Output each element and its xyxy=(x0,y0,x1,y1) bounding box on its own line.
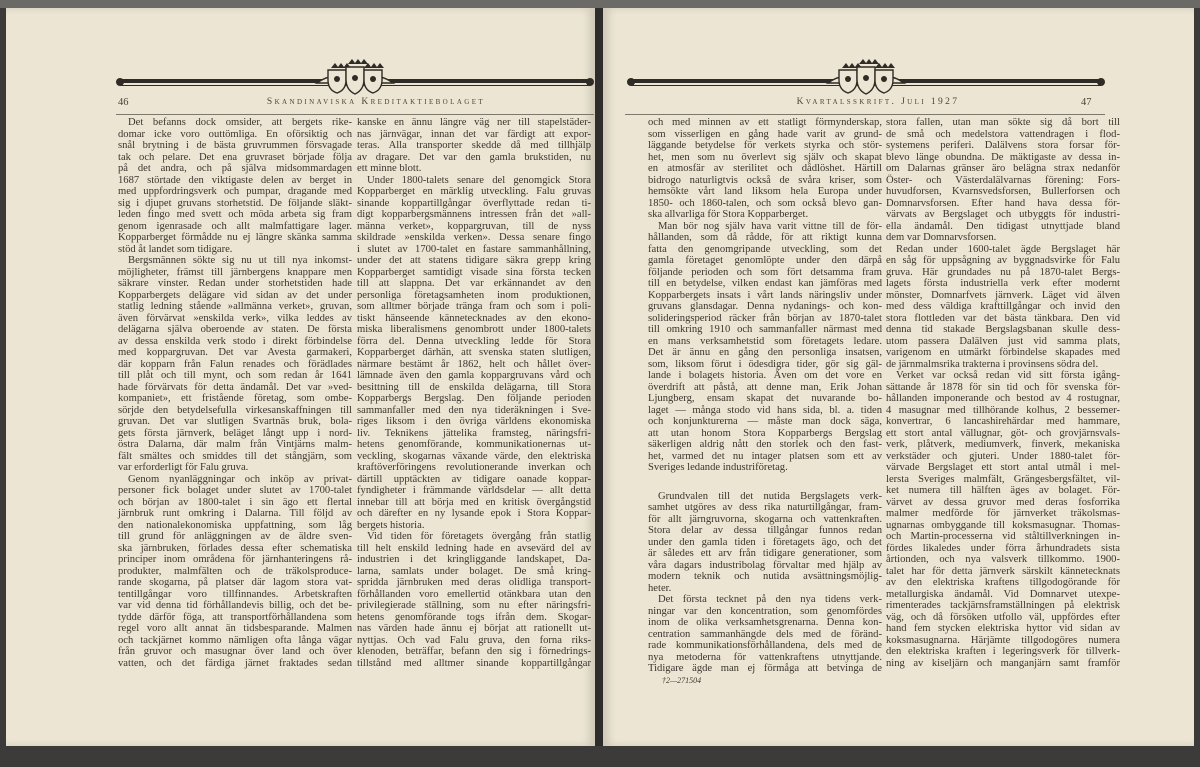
text-line: väg, och då försöken utfollo väl, uppfördes efter xyxy=(886,611,1120,623)
text-line: våra dagars industribolag förvaltar med hjälp av xyxy=(648,559,882,571)
text-line: domar icke voro outtömliga. En oförsiktig och xyxy=(118,128,352,140)
text-line: 4 masugnar med tillhörande kolhus, 2 bessemer- xyxy=(886,404,1120,416)
text-line: den nationalekonomiska uppfattning, som låg xyxy=(118,519,352,531)
text-column-2 xyxy=(357,117,591,669)
text-line: solideringsperiod räcker från början av 1870-talet xyxy=(648,312,882,324)
text-line: och Martin-processerna vid ståltillverkningen in- xyxy=(886,531,1120,542)
text-line: ella ändamål. Den tidigast utnyttjade bland xyxy=(886,220,1120,232)
text-line: Ljungberg, ensam skapat det nuvarande bo- xyxy=(648,393,882,404)
text-line: med uppfordringsverk och pumpar, dragande med xyxy=(118,186,352,197)
text-line: av den elektriska kraftens tillgodogörande för xyxy=(886,577,1120,588)
text-line: med koppargruvan. Det var Avesta garmakeri, xyxy=(118,347,352,358)
text-line: personer fick bolaget under slutet av 1700-talet xyxy=(118,485,352,496)
paragraph xyxy=(648,117,882,221)
text-line: bergets historia. xyxy=(357,519,425,531)
text-line: och med minnen av ett statligt förmynderskap, xyxy=(648,117,882,128)
text-line: digt kopparbergsmännens intressen från det »all- xyxy=(357,209,591,220)
text-line: med dess väldiga krafttillgångar och invid den xyxy=(886,301,1120,312)
text-line: fyndigheter i främmande världsdelar — allt detta xyxy=(357,485,591,496)
running-title: Skandinaviska Kreditaktiebolaget xyxy=(266,97,486,107)
text-line: nya metoderna för vattenkraftens utnyttjande. xyxy=(648,651,882,663)
text-line: Under 1800-talets senare del genomgick Stora xyxy=(367,174,591,186)
text-line: hetens genomförande, kommunikationernas ut- xyxy=(357,439,591,450)
paragraph xyxy=(118,117,352,255)
text-line: Kopparberget förmådde nu ej längre skänka samma xyxy=(118,232,352,243)
text-line: Kopparberget en märklig utveckling. Falu gruvas xyxy=(357,186,591,197)
text-line: genom igenrasade och allt malmfattigare lager. xyxy=(118,220,352,232)
text-line: Vid tiden för företagets övergång från statlig xyxy=(367,531,591,542)
text-line: systemens periferi. Dalälvens stora forsar för- xyxy=(886,140,1120,151)
text-line: sörjde den betydelsefulla virkesanskaffningen till xyxy=(118,404,352,416)
text-line: nas värden hade ännu ej börjat att rationellt ut- xyxy=(357,623,591,634)
header-rule xyxy=(116,114,594,115)
text-line: männa verket», koppargruvan, till de nyss xyxy=(357,220,591,232)
text-line: en atmosfär av sterilitet och dådlöshet. Härtill xyxy=(648,163,882,174)
text-line: Det är ännu en gång den personliga insatsen, xyxy=(648,347,882,358)
text-line: metallurgiska ändamål. Vid Domnarvet utexpe- xyxy=(886,588,1120,600)
text-line: blevo länge obundna. De mäktigaste av dessa in- xyxy=(886,151,1120,163)
paragraph xyxy=(648,594,882,675)
text-line: skildrade »enskilda verken». Dessa senare fingo xyxy=(357,232,591,243)
paragraph xyxy=(886,117,1120,244)
text-line: till omkring 1910 och sammanfaller närmast med xyxy=(648,324,882,335)
text-line: ningar var den koncentration, som genomfördes xyxy=(648,605,882,617)
text-line: i slutet av 1700-talet en fastare sammanhållning, xyxy=(357,243,591,255)
text-line: inom de olika verksamhetsgrenarna. Denna kon- xyxy=(648,617,882,628)
text-line: järnbruk runt omkring i Dalarna. Till följd av xyxy=(118,508,352,519)
text-line: Öster- och Västerdalälvarnas förening: Fors- xyxy=(886,174,1120,186)
text-line: leden fingo med svett och möda arbeta sig fram xyxy=(118,209,352,220)
paragraph xyxy=(357,175,591,532)
text-line: som alltmer började tränga fram och som i poli- xyxy=(357,301,591,312)
text-line: nyttjas. Och vad Falu gruva, den forna riks- xyxy=(357,634,591,646)
text-line: hand fem stycken elektriska hyttor vid sidan av xyxy=(886,623,1120,634)
paragraph xyxy=(357,117,591,175)
text-line: ning av kiseljärn och manganjärn samt framför xyxy=(886,657,1120,669)
text-line: tentillgångar voro tillfinnandes. Arbetskraften xyxy=(118,588,352,600)
text-line: besittning till de enskilda delägarna, till Stora xyxy=(357,381,591,393)
page-number: 47 xyxy=(1081,97,1092,108)
text-line: koksmasugnarna. Härjämte tillgodogöres numera xyxy=(886,634,1120,646)
text-line: hållanden, som då rådde, för att riktigt kunna xyxy=(648,232,882,243)
text-line: den elektriska kraften i legeringsverk för tillverk- xyxy=(886,646,1120,657)
text-line: liv. Teknikens jättelika framsteg, näringsfri- xyxy=(357,427,591,439)
text-line: där kopparn från Falun renades och förädlades xyxy=(118,358,352,370)
text-line: gruvan. Det var slutligen Svartnäs bruk, bola- xyxy=(118,416,352,427)
text-line: för allt järngruvorna, skogarna och vattenkraften. xyxy=(648,513,882,525)
text-line: ett stort antal vällugnar, göt- och grovjärnsvals- xyxy=(886,427,1120,439)
text-line: het, men som nu överlevt sig själv och skapat xyxy=(648,151,882,163)
text-line: hetens genomförande togs ifrån dem. Skogar- xyxy=(357,611,591,623)
text-line: 1850- och 1860-talen, och som också blevo gan- xyxy=(648,197,882,209)
text-line: larna, samlats under bolaget. De små kring- xyxy=(357,565,591,577)
text-line: sinande koppartillgångar överflyttade redan ti- xyxy=(357,197,591,209)
text-line: snål brytning i de bästa gruvrummen försvagade xyxy=(118,140,352,151)
text-line: varigenom en utmärkt förbindelse skapades med xyxy=(886,347,1120,358)
text-line: är således ett arv från tidigare generationer, som xyxy=(648,548,882,559)
text-line: principer inom områdena för järnhanteringens rå- xyxy=(118,554,352,565)
text-line: sättande år 1878 för sin tid och för svenska för- xyxy=(886,381,1120,393)
text-line: om Dalarnas gränser äro belägna strax nedanför xyxy=(886,163,1120,174)
text-line: ett minne blott. xyxy=(357,163,422,174)
text-line: säkerligen aldrig nått den storlek och den fast- xyxy=(648,439,882,450)
text-line: fatta den genomgripande utveckling, som det xyxy=(648,243,882,255)
text-line: ska allvarliga för Stora Kopparberget. xyxy=(648,209,809,220)
text-line: 1687 störtade den viktigaste delen av berget in xyxy=(118,174,352,186)
text-line: Grundvalen till det nutida Bergslagets verk- xyxy=(658,490,882,502)
text-line: Genom nyanläggningar och inköp av privat- xyxy=(128,473,352,485)
text-line: klenoden, beträffar, befann den sig i förnedrings- xyxy=(357,646,591,657)
text-line: sammanfaller med den nya tideräkningen i Sve- xyxy=(357,404,591,416)
text-line: var vid denna tid förhållandevis billig, och det be- xyxy=(118,600,352,611)
text-line: het, varmed det nu intager platsen som ett av xyxy=(648,450,882,462)
text-line: riges liksom i den övriga världens ekonomiska xyxy=(357,416,591,427)
text-line: Bergsmännen sökte sig nu ut till nya inkomst- xyxy=(128,255,352,266)
paragraph xyxy=(886,370,1120,669)
text-line: rimenterades tackjärnsframställningen på elektrisk xyxy=(886,600,1120,611)
text-line: rande skogarna, på platser där lagom stora vat- xyxy=(118,577,352,588)
text-line: verk, plåtverk, mediumverk, finverk, mekaniska xyxy=(886,439,1120,450)
text-line: följande perioden och som fört detsamma fram xyxy=(648,266,882,278)
running-title: Kvartalsskrift. Juli 1927 xyxy=(796,97,960,107)
text-line: säkrare vinster. Redan under storhetstiden hade xyxy=(118,278,352,289)
text-line: även förvärvat »enskilda verk», vilka leddes av xyxy=(118,312,352,324)
text-line: tydde därför föga, att transportförhållandena som xyxy=(118,611,352,623)
text-line: de små och medelstora vattendragen i flod- xyxy=(886,128,1120,140)
text-line: och konjunkturerna — måste man dock säga, xyxy=(648,416,882,427)
text-line: av dragare. Det var den gamla brukstiden, nu xyxy=(357,151,591,163)
text-line: Det befanns dock omsider, att bergets rike- xyxy=(128,117,352,128)
text-line: malmer medförde för järnverket träkolsmas- xyxy=(886,508,1120,519)
text-line: till att slappna. Det var erkännandet av den xyxy=(357,278,591,289)
text-line: statlig ledning stående »allmänna verket», gruvan, xyxy=(118,301,352,312)
text-line: modern teknik och nutida avsättningsmöjlig- xyxy=(648,571,882,582)
paragraph xyxy=(648,491,882,595)
scanner-top-edge xyxy=(0,0,1200,8)
text-line: huvudforsen, Kvarnsvedsforsen, Bullerforsen och xyxy=(886,186,1120,197)
text-line: kraftöverföringens revolutionerande inverkan och xyxy=(357,462,591,473)
text-line: miska liberalismens genombrott under 1800-talets xyxy=(357,324,591,335)
text-line: till plåt och till mynt, och som redan år 1641 xyxy=(118,370,352,381)
text-line: till en betydelse, vilken endast kan jämföras med xyxy=(648,278,882,289)
text-line: de järnmalmsrika trakterna i provinsens södra del. xyxy=(886,358,1099,370)
text-line: till grund för anläggningen av de äldre sven- xyxy=(118,531,352,542)
text-line: gets första järnverk, beläget långt upp i nord- xyxy=(118,427,352,439)
text-line: konvertrar, 6 lancashirehärdar med hammare, xyxy=(886,416,1120,427)
text-line: som visserligen en gång hade varit av grund- xyxy=(648,128,882,140)
text-line: från gruvor och masugnar över land och över xyxy=(118,646,352,657)
page-number: 46 xyxy=(118,97,129,108)
text-line: privilegierade ställning, som nu efter näringsfri- xyxy=(357,600,591,611)
text-line: delägarna själva oberoende av staten. De första xyxy=(118,324,352,335)
text-line: heter. xyxy=(648,582,672,594)
text-line: dem var Domnarvsforsen. xyxy=(886,232,997,243)
text-line: Verket var också redan vid sitt första igång- xyxy=(896,370,1120,381)
text-line: östra Dalarna, där malm från Vintjärns malm- xyxy=(118,439,352,450)
text-line: en mans verksamhetstid som företagets ledare. xyxy=(648,335,882,347)
text-line: värvats av Bergslaget och utbyggts för industri- xyxy=(886,209,1120,220)
text-line: förhållanden voro emellertid otänkbara utan den xyxy=(357,588,591,600)
section-break xyxy=(648,474,882,491)
text-line: utom passera Dalälven just vid samma plats, xyxy=(886,335,1120,347)
paragraph xyxy=(886,244,1120,371)
text-line: hållanden imponerande och bestod av 4 rostugnar, xyxy=(886,393,1120,404)
text-line: veckling, skogarnas växande värde, den elektriska xyxy=(357,450,591,462)
text-line: och början av 1800-talet i sin ägo ett flertal xyxy=(118,496,352,508)
text-line: industrien i det kringliggande landskapet, Da- xyxy=(357,554,591,565)
text-line: ugnarnas ombyggande till koksmasugnar. Thomas- xyxy=(886,519,1120,531)
text-line: personliga företagsamheten inom produktionen, xyxy=(357,289,591,301)
text-line: Redan under 1600-talet ägde Bergslaget här xyxy=(896,243,1120,255)
text-line: lämnade även den gamla koppargruvans vård och xyxy=(357,370,591,381)
text-line: innebar till att börja med en kritisk övergångstid xyxy=(357,496,591,508)
text-line: tillstånd med alltmer sinande koppartillgångar xyxy=(357,657,591,669)
text-line: till helt enskild ledning hade en avsevärd del av xyxy=(357,542,591,554)
header-rule xyxy=(625,114,1105,115)
text-line: lagets första industriella verk efter modernt xyxy=(886,278,1120,289)
text-line: rade kommunikationsförhållandena, dels med de xyxy=(648,640,882,651)
text-line: gruva. Här grundades nu på 1870-talet Bergs- xyxy=(886,266,1120,278)
text-line: stora fallen, utan man sökte sig då bort till xyxy=(886,117,1120,128)
text-line: närmare bestämt år 1862, helt och hållet över- xyxy=(357,358,591,370)
text-line: produkter, malmfälten och de träkolsproduce- xyxy=(118,565,352,577)
text-line: Stora delar av dessa tillgångar funnos redan xyxy=(648,525,882,536)
text-line: Sveriges ledande industriföretag. xyxy=(648,462,788,473)
text-line: under det att statens tidigare säkra grepp kring xyxy=(357,255,591,266)
text-line: tak och pelare. Det ena gruvraset började följa xyxy=(118,151,352,163)
text-line: mönster, Domnarfvets järnverk. Läget vid älven xyxy=(886,289,1120,301)
text-line: Kopparbergets insats i vårt lands näringsliv under xyxy=(648,289,882,301)
text-line: samhet utgöres av dess rika naturtillgångar, fram- xyxy=(648,502,882,513)
text-line: ska järnbruken, förlades dessa efter schematiska xyxy=(118,542,352,554)
paragraph xyxy=(118,255,352,474)
book-gutter xyxy=(595,8,603,746)
text-line: talet har för detta järnverk särskilt kännetecknats xyxy=(886,565,1120,577)
crest-ornament-rule-left xyxy=(112,58,598,98)
text-line: var erforderligt för Falu gruva. xyxy=(118,462,249,473)
text-line: centration sammanhängde dels med de föränd- xyxy=(648,628,882,640)
text-line: en såg för uppsågning av byggnadsvirke för Falu xyxy=(886,255,1120,266)
text-line: verkstäder och gjuteri. Under 1880-talet för- xyxy=(886,450,1120,462)
text-column-4 xyxy=(886,117,1120,669)
text-line: spridda järnbruken med deras olidliga transport- xyxy=(357,577,591,588)
text-line: Kopparberget samtidigt visade sina första tecken xyxy=(357,266,591,278)
text-line: Det första tecknet på den nya tidens verk- xyxy=(658,594,882,605)
text-line: Tidigare ägde man ej förmåga att betvinga de xyxy=(648,663,882,674)
text-line: stöd åt landet som tidigare. xyxy=(118,243,233,255)
text-line: att utan honom Stora Kopparbergs Bergslag xyxy=(648,427,882,439)
text-line: möjligheter, främst till järnbergens knappare men xyxy=(118,266,352,278)
text-line: under den gamla tiden i företagets ägo, och det xyxy=(648,536,882,548)
text-line: nas järnvägar, innan det var färdigt att expor- xyxy=(357,128,591,140)
paragraph xyxy=(648,221,882,474)
text-line: Kopparbergets delägare vid sidan av det under xyxy=(118,289,352,301)
text-line: Domnarvsforsen. Efter hand hava dessa för- xyxy=(886,197,1120,209)
text-column-3 xyxy=(648,117,882,686)
text-line: denna tid stakade Bergslagsbanan skulle dess- xyxy=(886,324,1120,335)
text-line: vatten, och det färdiga järnet fraktades sedan xyxy=(118,657,352,669)
text-line: hemsökte vårt land liksom hela Europa under xyxy=(648,186,882,197)
text-line: Kopparberget därhän, att svenska staten slutligen, xyxy=(357,347,591,358)
text-line: lersta Sveriges malmfält, Grängesbergsfältet, vil- xyxy=(886,473,1120,485)
text-line: regel voro allt annat än tidsbesparande. Malmen xyxy=(118,623,352,634)
text-column-1 xyxy=(118,117,352,669)
paragraph xyxy=(357,531,591,669)
text-line: gruvans glansdagar. Denna nydanings- och kon- xyxy=(648,301,882,312)
text-line: tiskt hänseende kännetecknades av den ekono- xyxy=(357,312,591,324)
text-line: förra del. Denna utveckling ledde för Stora xyxy=(357,335,591,347)
text-line: hade förvärvats för detta ändamål. Det var »ved- xyxy=(118,381,352,393)
text-line: värvet av dessa gruvor med deras fosforrika xyxy=(886,496,1120,508)
text-line: på det andra, och på själva midsommardagen xyxy=(118,163,352,174)
text-line: fält smältes och smiddes till det stångjärn, som xyxy=(118,450,352,462)
text-line: värvade Bergslaget ett stort antal utmål i mel- xyxy=(886,462,1120,473)
text-line: Kopparbergs Bergslag. Den följande perioden xyxy=(357,393,591,404)
paragraph xyxy=(118,474,352,670)
text-line: därtill upptäckten av tidigare oanade koppar- xyxy=(357,473,591,485)
text-line: teras. Alla transporter skedde då med tillhjälp xyxy=(357,140,591,151)
crest-ornament-rule-right xyxy=(623,58,1109,98)
printer-signature-mark: †2—271504 xyxy=(662,675,702,685)
text-line: och tackjärnet kommo nämligen ofta långa vägar xyxy=(118,634,352,646)
text-line: årtionden, och nya valsverk tillkommo. 1900- xyxy=(886,554,1120,565)
text-line: av dessa enskilda verk stodo i direkt förbindelse xyxy=(118,335,352,347)
text-line: kanske en ännu längre väg ner till stapelstäder- xyxy=(357,117,591,128)
text-line: fördes likaledes under förra århundradets sista xyxy=(886,542,1120,554)
text-line: laget — många stodo vid hans sida, bl. a. tiden xyxy=(648,404,882,416)
text-line: ket numera till hälften äges av bolaget. För- xyxy=(886,485,1120,496)
text-line: gamla företaget genomlöpte under den därpå xyxy=(648,255,882,266)
text-line: och därefter en ny lysande epok i Stora Koppar- xyxy=(357,508,591,519)
text-line: lande i bolagets historia. Även om det vore en xyxy=(648,370,882,381)
text-line: sig i djupet gruvans storhetstid. De följande släkt- xyxy=(118,197,352,209)
text-line: Man bör nog själv hava varit vittne till de för- xyxy=(658,220,882,232)
text-line: läggande betydelse för verkets styrka och stör- xyxy=(648,140,882,151)
text-line: kompaniet», ett fristående företag, som ombe- xyxy=(118,393,352,404)
text-line: bidrogo naturligtvis också de svåra kriser, som xyxy=(648,174,882,186)
text-line: som, liksom förut i ödesdigra tider, gör sig gäl- xyxy=(648,358,882,370)
text-line: överdrift att påstå, att denne man, Erik Johan xyxy=(648,381,882,393)
text-line: stora flottleden var det bästa tänkbara. Den vid xyxy=(886,312,1120,324)
